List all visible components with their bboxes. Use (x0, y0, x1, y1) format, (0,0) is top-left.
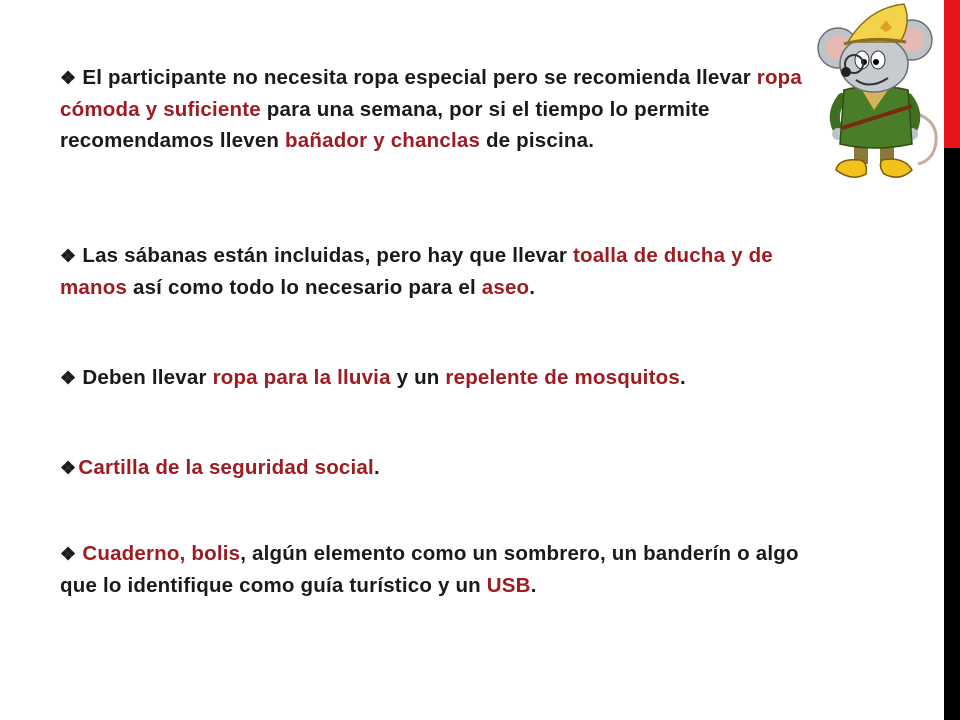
bullet-text: para una semana, por si el tiempo lo permite recomendamos lleven (60, 98, 710, 152)
bullet-text: . (530, 574, 537, 597)
highlight-text: aseo (481, 276, 530, 299)
diamond-bullet-icon: ❖ (60, 368, 77, 388)
bullet-text: . (529, 276, 536, 299)
highlight-text: Cartilla de la seguridad social (78, 456, 374, 479)
mouse-mascot-icon (808, 2, 944, 188)
bullet-text: y un (390, 366, 446, 389)
bullet-item (60, 452, 830, 484)
highlight-text: ropa para la lluvia (212, 366, 391, 389)
diamond-bullet-icon: ❖ (60, 246, 77, 266)
highlight-text: bañador y chanclas (285, 129, 481, 152)
highlight-text: USB (486, 574, 531, 597)
highlight-text: ropa cómoda y suficiente (60, 66, 803, 121)
diamond-bullet-icon: ❖ (60, 544, 77, 564)
bullet-text: . (373, 456, 380, 479)
highlight-text: repelente de mosquitos (445, 366, 680, 389)
bullet-text: Deben llevar (82, 366, 213, 389)
diamond-bullet-icon: ❖ (60, 458, 77, 478)
bullet-item (60, 62, 830, 156)
bullet-text: de piscina. (480, 129, 595, 152)
bullet-text: Las sábanas están incluidas, pero hay que llevar (82, 244, 573, 267)
highlight-text: toalla de ducha y de manos (60, 244, 773, 299)
bullet-item (60, 538, 830, 601)
bullet-text: . (679, 366, 686, 389)
bullet-text: , algún elemento como un sombrero, un banderín o algo que lo identifique como guía turístico y un (60, 542, 799, 597)
diamond-bullet-icon: ❖ (60, 68, 77, 88)
highlight-text: Cuaderno, bolis (82, 542, 241, 565)
side-bar-red-accent (944, 0, 960, 148)
bullet-text: así como todo lo necesario para el (127, 276, 482, 299)
bullet-item (60, 362, 830, 394)
bullet-item (60, 240, 830, 303)
bullet-text: El participante no necesita ropa especial pero se recomienda llevar (82, 66, 757, 89)
